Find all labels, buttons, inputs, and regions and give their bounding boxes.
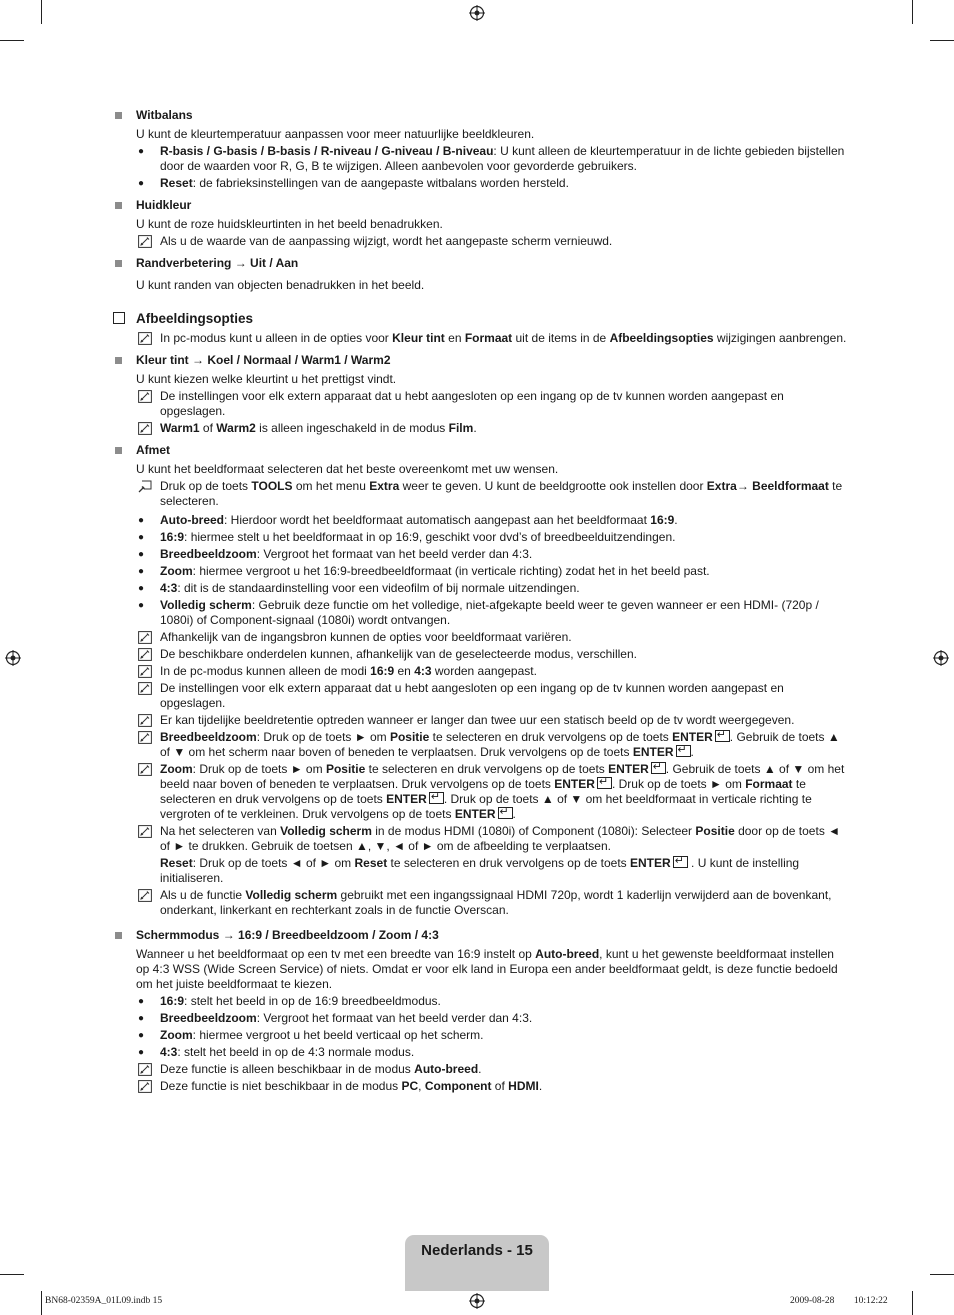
note-item [112, 389, 847, 419]
text-run: In de pc-modus kunnen alleen de modi [160, 664, 371, 678]
bullet-dot-icon: ● [138, 1013, 145, 1024]
note-pencil-icon [138, 731, 152, 744]
print-file-info: BN68-02359A_01L09.indb 15 [45, 1296, 163, 1306]
note-item [112, 421, 847, 436]
bullet-item [112, 564, 847, 579]
bullet-item [112, 513, 847, 528]
text-run: Na het selecteren van [160, 824, 281, 838]
note-pencil-icon [138, 648, 152, 661]
text-run: . Druk op de toets ▲ of ▼ om het beeldformaat in verticale richting te vergroten of te verkleinen. Druk vervolgens op de toets [160, 792, 812, 821]
paragraph: U kunt kiezen welke kleurtint u het prettigst vindt. [136, 372, 397, 386]
enter-icon [651, 762, 666, 774]
note-pencil-icon [138, 889, 152, 902]
text-run: Breedbeeldzoom [160, 1011, 257, 1025]
text-run: Volledig scherm [245, 888, 338, 902]
text-run: ENTER [554, 777, 595, 791]
text-run: : hiermee vergroot u het 16:9-breedbeeldformaat (in verticale richting) zodat het in het beeld past. [192, 564, 710, 578]
bullet-dot-icon: ● [138, 1047, 145, 1058]
text-run: : dit is de standaardinstelling voor een videofilm of bij normale uitzendingen. [177, 581, 580, 595]
crop-mark [912, 1291, 913, 1315]
text-run: Witbalans [136, 108, 193, 122]
text-run: in de modus HDMI (1080i) of Component (1080i): Selecteer [371, 824, 696, 838]
paragraph: U kunt randen van objecten benadrukken in het beeld. [136, 278, 425, 292]
text-run: : Druk op de toets ◄ of ► om [192, 856, 355, 870]
text-run: Warm2 [216, 421, 256, 435]
bullet-dot-icon: ● [138, 178, 145, 189]
note-pencil-icon [138, 1063, 152, 1076]
text-run: In pc-modus kunt u alleen in de opties voor [160, 331, 393, 345]
note-continuation [112, 856, 847, 886]
text-run: Auto-breed [160, 513, 224, 527]
text-run: Film [448, 421, 474, 435]
text-run: . [690, 745, 694, 759]
text-run: en [444, 331, 465, 345]
text-run: Afbeeldingsopties [136, 311, 254, 326]
text-run: De instellingen voor elk extern apparaat dat u hebt aangesloten op een ingang op de tv kunnen worden aangepast en opgeslagen. [160, 389, 784, 418]
text-run: , kunt u het gewenste beeldformaat instellen op 4:3 WSS (Wide Screen Service) of niets. Omdat er voor elk land in Europa een ander beeldformaat geldt, is deze functie bedoeld om het juiste beeldformaat te kiezen. [136, 947, 838, 991]
text-run: : Druk op de toets ► om [192, 762, 326, 776]
enter-icon [673, 856, 688, 868]
text-run: ENTER [632, 745, 674, 759]
text-run: 4:3 [160, 1045, 178, 1059]
square-bullet-icon [115, 447, 122, 454]
text-run: is alleen ingeschakeld in de modus [255, 421, 449, 435]
note-item [112, 647, 847, 662]
text-run: : de fabrieksinstellingen van de aangepaste witbalans worden hersteld. [192, 176, 569, 190]
bullet-item [112, 176, 847, 191]
text-run: Kleur tint → Koel / Normaal / Warm1 / Warm2 [136, 353, 391, 367]
square-bullet-icon [115, 112, 122, 119]
note-pencil-icon [138, 422, 152, 435]
text-run: of [199, 421, 217, 435]
note-item [112, 730, 847, 760]
heading-kleur-tint [112, 353, 847, 368]
text-run: en [394, 664, 415, 678]
text-run: 16:9 [370, 664, 395, 678]
text-run: Druk op de toets [160, 479, 252, 493]
text-run: Positie [325, 762, 366, 776]
text-run: te selecteren en druk vervolgens op de toets [429, 730, 673, 744]
crop-mark [41, 1291, 42, 1315]
text-run: Reset [354, 856, 388, 870]
note-pencil-icon [138, 390, 152, 403]
text-run: Deze functie is niet beschikbaar in de modus [160, 1079, 402, 1093]
text-run: Afhankelijk van de ingangsbron kunnen de opties voor beeldformaat variëren. [160, 630, 572, 644]
text-run: . [512, 807, 516, 821]
bullet-item [112, 1045, 847, 1060]
text-run: Positie [389, 730, 430, 744]
text-run: : Vergroot het formaat van het beeld verder dan 4:3. [256, 1011, 533, 1025]
note-pencil-icon [138, 714, 152, 727]
text-run: te selecteren en druk vervolgens op de toets [387, 856, 631, 870]
bullet-dot-icon: ● [138, 600, 145, 611]
text-run: De instellingen voor elk extern apparaat dat u hebt aangesloten op een ingang op de tv kunnen worden aangepast en opgeslagen. [160, 681, 784, 710]
text-run: Component [424, 1079, 492, 1093]
bullet-dot-icon: ● [138, 1030, 145, 1041]
text-run: Zoom [160, 564, 193, 578]
text-run: Auto-breed [414, 1062, 479, 1076]
text-run: Er kan tijdelijke beeldretentie optreden wanneer er langer dan twee uur een statisch beeld op de tv wordt weergegeven. [160, 713, 795, 727]
enter-icon [715, 730, 730, 742]
text-run: : Druk op de toets ► om [256, 730, 390, 744]
text-run: te selecteren. [160, 479, 843, 508]
text-run: Kleur tint [392, 331, 445, 345]
bullet-dot-icon: ● [138, 996, 145, 1007]
text-run: of [491, 1079, 509, 1093]
tools-item [112, 479, 847, 509]
text-run: Formaat [464, 331, 513, 345]
text-run: Breedbeeldzoom [160, 547, 257, 561]
enter-icon [676, 745, 691, 757]
note-pencil-icon [138, 1080, 152, 1093]
page-number: Nederlands - 15 [421, 1242, 533, 1259]
note-pencil-icon [138, 235, 152, 248]
text-run: Afbeeldingsopties [609, 331, 714, 345]
text-run: Breedbeeldzoom [160, 730, 257, 744]
text-run: worden aangepast. [431, 664, 537, 678]
text-run: . [473, 421, 477, 435]
crop-mark [0, 1274, 24, 1275]
text-run: . Druk op de toets ► om [611, 777, 746, 791]
text-run: De beschikbare onderdelen kunnen, afhankelijk van de geselecteerde modus, verschillen. [160, 647, 637, 661]
registration-mark-icon [5, 650, 21, 666]
text-run: . [538, 1079, 543, 1093]
heading-afmet [112, 443, 847, 458]
text-run: ENTER [672, 730, 713, 744]
note-item [112, 888, 847, 918]
bullet-item [112, 598, 847, 628]
text-run: TOOLS [251, 479, 293, 493]
text-run: : stelt het beeld in op de 4:3 normale modus. [177, 1045, 415, 1059]
note-item [112, 234, 847, 249]
heading-witbalans [112, 108, 847, 123]
text-run: 16:9 [160, 994, 185, 1008]
text-run: : Vergroot het formaat van het beeld verder dan 4:3. [256, 547, 533, 561]
text-run: wijzigingen aanbrengen. [713, 331, 847, 345]
bullet-item [112, 144, 847, 174]
bullet-dot-icon: ● [138, 566, 145, 577]
crop-mark [930, 40, 954, 41]
note-item [112, 762, 847, 822]
enter-icon [498, 807, 513, 819]
paragraph: U kunt het beeldformaat selecteren dat het beste overeenkomt met uw wensen. [136, 462, 559, 476]
text-run: . U kunt de instelling initialiseren. [160, 856, 800, 885]
note-item [112, 1079, 847, 1094]
heading-schermmodus [112, 928, 847, 943]
text-run: R-basis / G-basis / B-basis / R-niveau / G-niveau / B-niveau [160, 144, 494, 158]
crop-mark [912, 0, 913, 24]
text-run: Schermmodus → 16:9 / Breedbeeldzoom / Zoom / 4:3 [136, 928, 439, 942]
text-run: te selecteren en druk vervolgens op de toets [365, 762, 609, 776]
text-run: . [478, 1062, 482, 1076]
text-run: uit de items in de [512, 331, 610, 345]
text-run: Positie [695, 824, 735, 838]
text-run: 16:9 [160, 530, 185, 544]
text-run: door op de toets ◄ of ► te drukken. Gebruik de toetsen ▲, ▼, ◄ of ► om de afbeelding te verplaatsen. [160, 824, 841, 853]
note-pencil-icon [138, 763, 152, 776]
text-run: Afmet [136, 443, 171, 457]
section-title-afbeeldingsopties [112, 310, 847, 327]
print-timestamp: 2009-08-28 ￿￿ 10:12:22 [790, 1296, 888, 1306]
note-item [112, 630, 847, 645]
note-item [112, 1062, 847, 1077]
crop-mark [41, 0, 42, 24]
registration-mark-icon [469, 1293, 485, 1309]
text-run: . Gebruik de toets ▲ of ▼ om het scherm naar boven of beneden te verplaatsen. Druk vervolgens op de toets [160, 730, 840, 759]
note-item [112, 824, 847, 854]
crop-mark [0, 40, 24, 41]
note-item [112, 681, 847, 711]
bullet-dot-icon: ● [138, 549, 145, 560]
text-run: HDMI [508, 1079, 539, 1093]
text-run: Reset [160, 176, 193, 190]
text-run: Extra [369, 479, 400, 493]
square-bullet-icon [115, 357, 122, 364]
text-run: : Hierdoor wordt het beeldformaat automatisch aangepast aan het beeldformaat [224, 513, 651, 527]
text-run: ENTER [608, 762, 649, 776]
enter-icon [597, 777, 612, 789]
note-pencil-icon [138, 332, 152, 345]
text-run: , [418, 1079, 425, 1093]
bullet-item [112, 547, 847, 562]
crop-mark [930, 1274, 954, 1275]
paragraph [112, 947, 847, 992]
text-run: PC [401, 1079, 419, 1093]
square-bullet-icon [115, 260, 122, 267]
bullet-item [112, 994, 847, 1009]
page-number-tab [405, 1235, 549, 1291]
manual-content [112, 108, 847, 1094]
paragraph: U kunt de kleurtemperatuur aanpassen voor meer natuurlijke beeldkleuren. [136, 127, 535, 141]
text-run: Extra→ Beeldformaat [706, 479, 829, 493]
text-run: Warm1 [160, 421, 200, 435]
text-run: te selecteren en druk vervolgens op de toets [160, 777, 806, 806]
text-run: : hiermee stelt u het beeldformaat in op 16:9, geschikt voor dvd’s of breedbeelduitzendingen. [184, 530, 676, 544]
tools-icon [138, 480, 152, 493]
bullet-item [112, 530, 847, 545]
text-run: weer te geven. U kunt de beeldgrootte ook instellen door [399, 479, 707, 493]
text-run: ENTER [454, 807, 496, 821]
note-pencil-icon [138, 631, 152, 644]
text-run: Als u de functie [160, 888, 246, 902]
enter-icon [429, 792, 444, 804]
text-run: : stelt het beeld in op de 16:9 breedbeeldmodus. [184, 994, 441, 1008]
bullet-item [112, 1028, 847, 1043]
text-run: Zoom [160, 762, 193, 776]
note-item [112, 664, 847, 679]
bullet-item [112, 581, 847, 596]
text-run: Volledig scherm [160, 598, 252, 612]
text-run: Zoom [160, 1028, 193, 1042]
bullet-dot-icon: ● [138, 515, 145, 526]
paragraph: U kunt de roze huidskleurtinten in het beeld benadrukken. [136, 217, 443, 231]
bullet-item [112, 1011, 847, 1026]
note-item [112, 713, 847, 728]
bullet-dot-icon: ● [138, 146, 145, 157]
text-run: . Gebruik de toets ▲ of ▼ om het beeld naar boven of beneden te verplaatsen. Druk vervolgens op de toets [160, 762, 845, 791]
text-run: Als u de waarde van de aanpassing wijzigt, wordt het aangepaste scherm vernieuwd. [160, 234, 613, 248]
text-run: 16:9 [650, 513, 675, 527]
text-run: . [674, 513, 678, 527]
heading-huidkleur [112, 198, 847, 213]
registration-mark-icon [933, 650, 949, 666]
text-run: Reset [160, 856, 193, 870]
text-run: ENTER [630, 856, 671, 870]
text-run: ENTER [386, 792, 427, 806]
text-run: Deze functie is alleen beschikbaar in de modus [160, 1062, 415, 1076]
square-bullet-icon [115, 202, 122, 209]
text-run: Volledig scherm [280, 824, 372, 838]
text-run: : U kunt alleen de kleurtemperatuur in de lichte gebieden bijstellen door de waarden voor R, G, B te wijzigen. Alleen aanbevolen voor gevorderde gebruikers. [160, 144, 845, 173]
text-run: Wanneer u het beeldformaat op een tv met een breedte van 16:9 instelt op [136, 947, 536, 961]
bullet-dot-icon: ● [138, 532, 145, 543]
note-pencil-icon [138, 682, 152, 695]
text-run: 4:3 [414, 664, 432, 678]
bullet-dot-icon: ● [138, 583, 145, 594]
text-run: Randverbetering → Uit / Aan [136, 256, 299, 270]
text-run: Huidkleur [136, 198, 192, 212]
text-run: gebruikt met een ingangssignaal HDMI 720p, wordt 1 kaderlijn verwijderd aan de bovenkant, onderkant, linkerkant en rechterkant zoals in de functie Overscan. [160, 888, 832, 917]
text-run: om het menu [292, 479, 370, 493]
text-run: Auto-breed [535, 947, 600, 961]
registration-mark-icon [469, 5, 485, 21]
text-run: 4:3 [160, 581, 178, 595]
square-bullet-icon [115, 932, 122, 939]
text-run: : hiermee vergroot u het beeld verticaal op het scherm. [192, 1028, 484, 1042]
text-run: : Gebruik deze functie om het volledige, niet-afgekapte beeld weer te geven wanneer er een HDMI- (720p / 1080i) of Component-signaal (1080i) wordt ontvangen. [160, 598, 819, 627]
heading-randverbetering [112, 256, 847, 271]
text-run: Formaat [745, 777, 793, 791]
note-item [112, 331, 847, 346]
note-pencil-icon [138, 665, 152, 678]
checkbox-square-icon [113, 312, 125, 324]
note-pencil-icon [138, 825, 152, 838]
